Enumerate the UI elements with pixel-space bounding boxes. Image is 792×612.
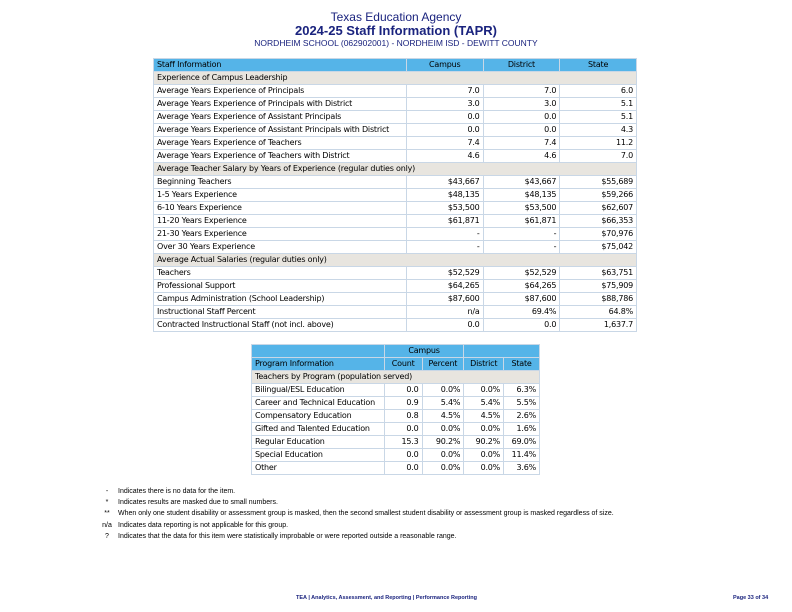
column-header-campus: Campus — [406, 59, 483, 72]
campus-value: $52,529 — [406, 267, 483, 280]
table-row — [154, 215, 637, 228]
campus-value: 4.6 — [406, 150, 483, 163]
table-row — [252, 423, 540, 436]
section-title: Teachers by Program (population served) — [252, 371, 540, 384]
table-row — [154, 267, 637, 280]
state-value: 69.0% — [504, 436, 540, 449]
row-label: Campus Administration (School Leadership) — [154, 293, 407, 306]
district-value: 0.0 — [483, 111, 560, 124]
district-value: $48,135 — [483, 189, 560, 202]
table-row — [154, 228, 637, 241]
report-title: 2024-25 Staff Information (TAPR) — [294, 23, 497, 38]
state-value: 11.2 — [560, 137, 637, 150]
state-value: $66,353 — [560, 215, 637, 228]
row-label: Teachers — [154, 267, 407, 280]
row-label: Compensatory Education — [252, 410, 385, 423]
column-header-program-information: Program Information — [252, 358, 385, 371]
column-header-state: State — [560, 59, 637, 72]
campus-value: 3.0 — [406, 98, 483, 111]
campus-value: n/a — [406, 306, 483, 319]
table-header-row — [154, 59, 637, 72]
state-value: $75,042 — [560, 241, 637, 254]
table-row — [252, 410, 540, 423]
table-row — [252, 449, 540, 462]
district-value: $87,600 — [483, 293, 560, 306]
column-header-district: District — [483, 59, 560, 72]
row-label: 11-20 Years Experience — [154, 215, 407, 228]
row-label: Average Years Experience of Principals — [154, 85, 407, 98]
legend-text: Indicates there is no data for the item. — [118, 488, 236, 495]
district-value: $61,871 — [483, 215, 560, 228]
row-label: Gifted and Talented Education — [252, 423, 385, 436]
section-row — [154, 163, 637, 176]
table-row — [154, 202, 637, 215]
state-value: 64.8% — [560, 306, 637, 319]
row-label: Other — [252, 462, 385, 475]
campus-value: - — [406, 241, 483, 254]
section-row — [154, 254, 637, 267]
row-label: Career and Technical Education — [252, 397, 385, 410]
table-row — [154, 241, 637, 254]
campus-value: $64,265 — [406, 280, 483, 293]
percent-value: 90.2% — [422, 436, 464, 449]
section-title: Experience of Campus Leadership — [154, 72, 637, 85]
district-value: 0.0% — [464, 423, 504, 436]
footer-credit: TEA | Analytics, Assessment, and Reporting | Performance Reporting — [296, 595, 477, 601]
table-group-header-row — [252, 345, 540, 358]
legend-text: When only one student disability or assessment group is masked, then the second smallest student disability or assessment group is masked regardless of size. — [118, 510, 614, 518]
row-label: Over 30 Years Experience — [154, 241, 407, 254]
campus-value: $53,500 — [406, 202, 483, 215]
column-header-count: Count — [384, 358, 422, 371]
district-value: 69.4% — [483, 306, 560, 319]
district-value: 0.0% — [464, 449, 504, 462]
district-value: 4.6 — [483, 150, 560, 163]
district-value: 0.0% — [464, 384, 504, 397]
district-value: 0.0 — [483, 319, 560, 332]
row-label: Regular Education — [252, 436, 385, 449]
district-value: 90.2% — [464, 436, 504, 449]
state-value: $88,786 — [560, 293, 637, 306]
table-row — [252, 384, 540, 397]
column-header-district: District — [464, 358, 504, 371]
legend-symbol: * — [105, 499, 109, 507]
row-label: 1-5 Years Experience — [154, 189, 407, 202]
table-row — [154, 189, 637, 202]
legend-text: Indicates data reporting is not applicable for this group. — [118, 521, 289, 529]
district-value: 5.4% — [464, 397, 504, 410]
state-value: 2.6% — [504, 410, 540, 423]
row-label: 21-30 Years Experience — [154, 228, 407, 241]
legend-item — [100, 497, 614, 508]
table-row — [154, 319, 637, 332]
legend-symbol: ** — [104, 510, 110, 518]
row-label: Professional Support — [154, 280, 407, 293]
section-title: Average Teacher Salary by Years of Experience (regular duties only) — [154, 163, 637, 176]
state-value: 6.0 — [560, 85, 637, 98]
campus-value: 0.0 — [406, 319, 483, 332]
district-value: - — [483, 241, 560, 254]
column-header-percent: Percent — [422, 358, 464, 371]
row-label: Average Years Experience of Assistant Principals — [154, 111, 407, 124]
table-row — [154, 176, 637, 189]
district-value: $52,529 — [483, 267, 560, 280]
header-blank — [252, 345, 385, 358]
district-value: $53,500 — [483, 202, 560, 215]
district-value: 7.4 — [483, 137, 560, 150]
legend-item — [100, 486, 614, 497]
column-header-staff-information: Staff Information — [154, 59, 407, 72]
campus-value: 7.4 — [406, 137, 483, 150]
state-value: $62,607 — [560, 202, 637, 215]
legend-item — [100, 520, 614, 531]
table-row — [154, 85, 637, 98]
state-value: 11.4% — [504, 449, 540, 462]
table-row — [252, 462, 540, 475]
percent-value: 0.0% — [422, 462, 464, 475]
state-value: 5.5% — [504, 397, 540, 410]
program-information-table — [251, 344, 540, 475]
legend-text: Indicates that the data for this item were statistically improbable or were reported outside a reasonable range. — [118, 532, 457, 540]
table-header-row — [252, 358, 540, 371]
count-value: 15.3 — [384, 436, 422, 449]
table-row — [252, 436, 540, 449]
count-value: 0.9 — [384, 397, 422, 410]
legend-symbol: n/a — [102, 521, 112, 529]
row-label: Average Years Experience of Assistant Principals with District — [154, 124, 407, 137]
column-group-header-campus: Campus — [384, 345, 464, 358]
row-label: 6-10 Years Experience — [154, 202, 407, 215]
table-row — [154, 280, 637, 293]
header-blank — [464, 345, 540, 358]
campus-value: 7.0 — [406, 85, 483, 98]
page-number: Page 33 of 34 — [733, 595, 769, 601]
percent-value: 5.4% — [422, 397, 464, 410]
state-value: 5.1 — [560, 111, 637, 124]
table-row — [154, 124, 637, 137]
state-value: 6.3% — [504, 384, 540, 397]
campus-value: - — [406, 228, 483, 241]
table-row — [154, 150, 637, 163]
state-value: 7.0 — [560, 150, 637, 163]
campus-value: $87,600 — [406, 293, 483, 306]
row-label: Average Years Experience of Principals with District — [154, 98, 407, 111]
count-value: 0.8 — [384, 410, 422, 423]
school-subtitle: NORDHEIM SCHOOL (062902001) - NORDHEIM ISD - DEWITT COUNTY — [254, 38, 538, 48]
row-label: Contracted Instructional Staff (not incl. above) — [154, 319, 407, 332]
count-value: 0.0 — [384, 384, 422, 397]
table-row — [154, 98, 637, 111]
column-header-state: State — [504, 358, 540, 371]
state-value: 3.6% — [504, 462, 540, 475]
district-value: $64,265 — [483, 280, 560, 293]
district-value: 7.0 — [483, 85, 560, 98]
row-label: Beginning Teachers — [154, 176, 407, 189]
count-value: 0.0 — [384, 462, 422, 475]
state-value: $70,976 — [560, 228, 637, 241]
percent-value: 0.0% — [422, 384, 464, 397]
state-value: $63,751 — [560, 267, 637, 280]
legend-symbol: ? — [105, 532, 109, 540]
table-row — [154, 137, 637, 150]
percent-value: 0.0% — [422, 423, 464, 436]
row-label: Instructional Staff Percent — [154, 306, 407, 319]
legend — [100, 486, 614, 542]
district-value: 0.0% — [464, 462, 504, 475]
row-label: Average Years Experience of Teachers with District — [154, 150, 407, 163]
row-label: Bilingual/ESL Education — [252, 384, 385, 397]
campus-value: 0.0 — [406, 111, 483, 124]
state-value: 4.3 — [560, 124, 637, 137]
state-value: 1,637.7 — [560, 319, 637, 332]
campus-value: $48,135 — [406, 189, 483, 202]
table-row — [154, 111, 637, 124]
state-value: $75,909 — [560, 280, 637, 293]
district-value: - — [483, 228, 560, 241]
table-row — [154, 293, 637, 306]
campus-value: $43,667 — [406, 176, 483, 189]
state-value: $55,689 — [560, 176, 637, 189]
campus-value: $61,871 — [406, 215, 483, 228]
legend-symbol: - — [105, 488, 109, 495]
district-value: $43,667 — [483, 176, 560, 189]
district-value: 0.0 — [483, 124, 560, 137]
section-row — [252, 371, 540, 384]
percent-value: 0.0% — [422, 449, 464, 462]
campus-value: 0.0 — [406, 124, 483, 137]
agency-name: Texas Education Agency — [330, 10, 462, 24]
count-value: 0.0 — [384, 423, 422, 436]
section-title: Average Actual Salaries (regular duties only) — [154, 254, 637, 267]
legend-item — [100, 508, 614, 519]
legend-item — [100, 531, 614, 542]
district-value: 4.5% — [464, 410, 504, 423]
row-label: Special Education — [252, 449, 385, 462]
legend-text: Indicates results are masked due to small numbers. — [118, 499, 278, 507]
district-value: 3.0 — [483, 98, 560, 111]
state-value: 5.1 — [560, 98, 637, 111]
staff-information-table — [153, 58, 637, 332]
row-label: Average Years Experience of Teachers — [154, 137, 407, 150]
state-value: $59,266 — [560, 189, 637, 202]
percent-value: 4.5% — [422, 410, 464, 423]
section-row — [154, 72, 637, 85]
table-row — [252, 397, 540, 410]
count-value: 0.0 — [384, 449, 422, 462]
state-value: 1.6% — [504, 423, 540, 436]
table-row — [154, 306, 637, 319]
